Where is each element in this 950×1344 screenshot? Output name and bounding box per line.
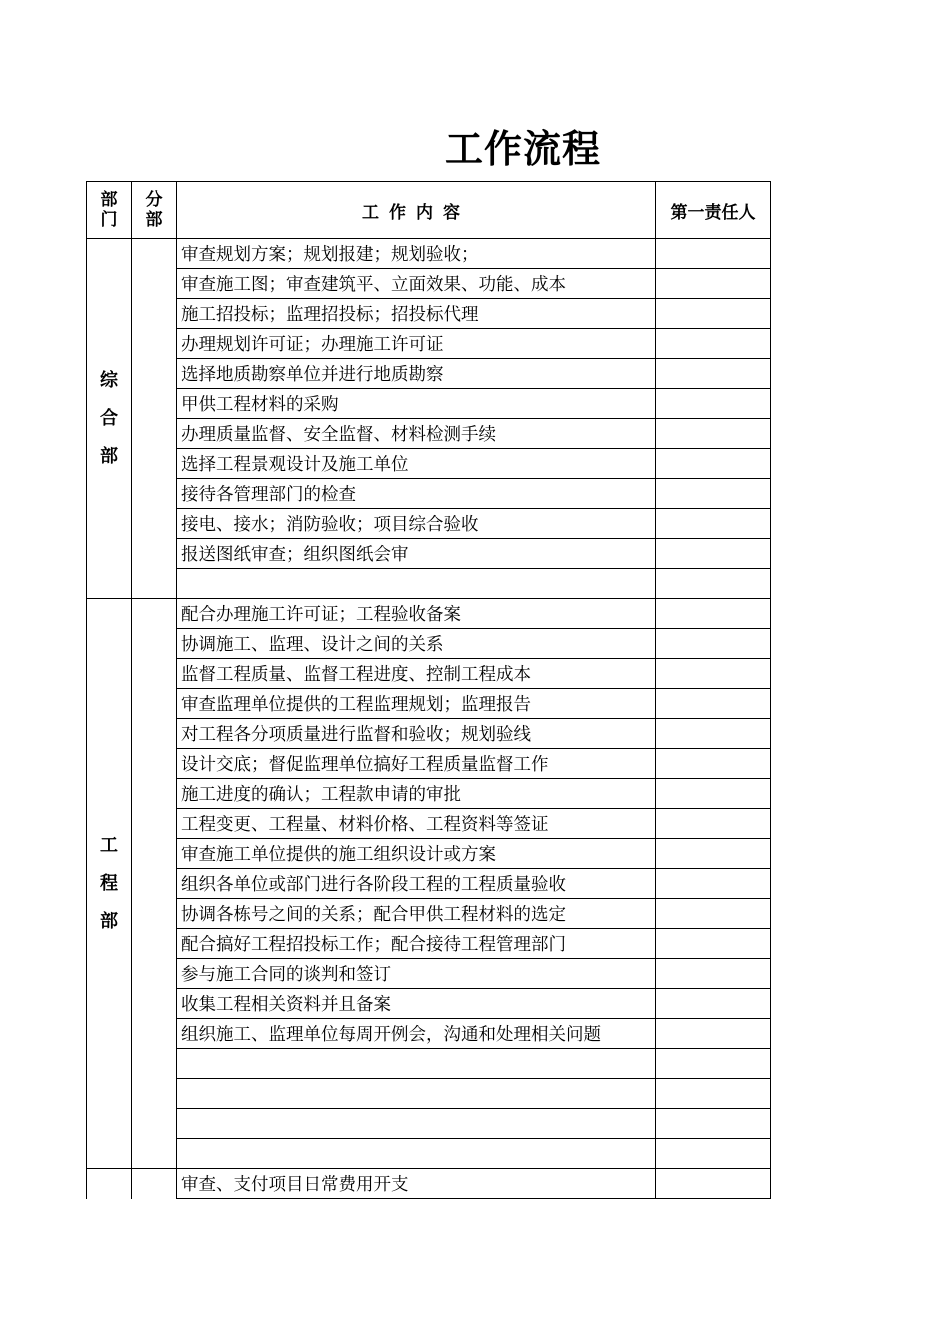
header-owner: 第一责任人 [656, 182, 771, 239]
task-cell: 办理质量监督、安全监督、材料检测手续 [177, 419, 656, 449]
owner-cell [656, 1169, 771, 1199]
owner-cell [656, 479, 771, 509]
table-row [87, 869, 771, 899]
owner-cell [656, 689, 771, 719]
table-body [87, 239, 771, 1199]
dept-char: 部 [100, 445, 118, 467]
task-cell: 收集工程相关资料并且备案 [177, 989, 656, 1019]
dept-char: 工 [100, 834, 118, 856]
header-content: 工作内容 [177, 182, 656, 239]
workflow-table-container [86, 181, 771, 1199]
owner-cell [656, 959, 771, 989]
owner-cell [656, 749, 771, 779]
dept-char: 合 [100, 407, 118, 429]
header-subdept [132, 182, 177, 239]
table-row [87, 1049, 771, 1079]
table-row [87, 329, 771, 359]
owner-cell [656, 389, 771, 419]
owner-cell [656, 629, 771, 659]
table-row [87, 1169, 771, 1199]
task-cell: 监督工程质量、监督工程进度、控制工程成本 [177, 659, 656, 689]
task-cell: 报送图纸审查；组织图纸会审 [177, 539, 656, 569]
owner-cell [656, 719, 771, 749]
table-row [87, 269, 771, 299]
subdept-cell [132, 1169, 177, 1199]
task-cell: 参与施工合同的谈判和签订 [177, 959, 656, 989]
task-cell: 审查、支付项目日常费用开支 [177, 1169, 656, 1199]
table-row [87, 239, 771, 269]
subdept-cell [132, 239, 177, 599]
table-row [87, 1019, 771, 1049]
table-row [87, 899, 771, 929]
table-row [87, 479, 771, 509]
table-row [87, 779, 771, 809]
table-row [87, 299, 771, 329]
owner-cell [656, 989, 771, 1019]
task-cell [177, 1109, 656, 1139]
task-cell: 选择地质勘察单位并进行地质勘察 [177, 359, 656, 389]
owner-cell [656, 779, 771, 809]
dept-char: 综 [100, 369, 118, 391]
dept-cell [87, 1169, 132, 1199]
owner-cell [656, 1139, 771, 1169]
table-row [87, 539, 771, 569]
table-row [87, 749, 771, 779]
owner-cell [656, 239, 771, 269]
owner-cell [656, 1079, 771, 1109]
header-dept-char: 门 [100, 210, 118, 230]
header-sub-char: 部 [145, 210, 163, 230]
table-row [87, 689, 771, 719]
task-cell: 审查施工单位提供的施工组织设计或方案 [177, 839, 656, 869]
task-cell [177, 569, 656, 599]
owner-cell [656, 1049, 771, 1079]
header-dept [87, 182, 132, 239]
owner-cell [656, 659, 771, 689]
task-cell: 甲供工程材料的采购 [177, 389, 656, 419]
task-cell: 工程变更、工程量、材料价格、工程资料等签证 [177, 809, 656, 839]
task-cell: 审查规划方案；规划报建；规划验收； [177, 239, 656, 269]
table-row [87, 1109, 771, 1139]
header-dept-char: 部 [100, 190, 118, 210]
task-cell: 协调各栋号之间的关系；配合甲供工程材料的选定 [177, 899, 656, 929]
owner-cell [656, 359, 771, 389]
table-row [87, 959, 771, 989]
owner-cell [656, 419, 771, 449]
owner-cell [656, 449, 771, 479]
table-row [87, 719, 771, 749]
owner-cell [656, 599, 771, 629]
table-row [87, 629, 771, 659]
task-cell: 办理规划许可证；办理施工许可证 [177, 329, 656, 359]
owner-cell [656, 869, 771, 899]
subdept-cell [132, 599, 177, 1169]
dept-cell [87, 599, 132, 1169]
owner-cell [656, 299, 771, 329]
table-row [87, 809, 771, 839]
owner-cell [656, 1109, 771, 1139]
table-row [87, 1079, 771, 1109]
page-title: 工作流程 [444, 127, 601, 171]
task-cell: 对工程各分项质量进行监督和验收；规划验线 [177, 719, 656, 749]
task-cell: 施工招投标；监理招投标；招投标代理 [177, 299, 656, 329]
owner-cell [656, 329, 771, 359]
owner-cell [656, 569, 771, 599]
dept-char: 部 [100, 910, 118, 932]
owner-cell [656, 929, 771, 959]
dept-char: 程 [100, 872, 118, 894]
task-cell: 接电、接水；消防验收；项目综合验收 [177, 509, 656, 539]
table-row [87, 419, 771, 449]
task-cell: 审查监理单位提供的工程监理规划；监理报告 [177, 689, 656, 719]
owner-cell [656, 539, 771, 569]
header-sub-char: 分 [145, 190, 163, 210]
dept-cell [87, 239, 132, 599]
owner-cell [656, 509, 771, 539]
task-cell: 设计交底；督促监理单位搞好工程质量监督工作 [177, 749, 656, 779]
owner-cell [656, 839, 771, 869]
task-cell: 协调施工、监理、设计之间的关系 [177, 629, 656, 659]
table-row [87, 989, 771, 1019]
task-cell: 接待各管理部门的检查 [177, 479, 656, 509]
table-row [87, 389, 771, 419]
table-row [87, 1139, 771, 1169]
task-cell: 施工进度的确认；工程款申请的审批 [177, 779, 656, 809]
table-row [87, 599, 771, 629]
table-row [87, 569, 771, 599]
task-cell: 选择工程景观设计及施工单位 [177, 449, 656, 479]
task-cell [177, 1049, 656, 1079]
workflow-table [86, 181, 771, 1199]
table-row [87, 509, 771, 539]
header-row [87, 182, 771, 239]
table-row [87, 449, 771, 479]
owner-cell [656, 899, 771, 929]
task-cell: 组织施工、监理单位每周开例会，沟通和处理相关问题 [177, 1019, 656, 1049]
task-cell [177, 1139, 656, 1169]
owner-cell [656, 269, 771, 299]
table-row [87, 359, 771, 389]
task-cell: 审查施工图；审查建筑平、立面效果、功能、成本 [177, 269, 656, 299]
table-row [87, 659, 771, 689]
task-cell: 配合搞好工程招投标工作；配合接待工程管理部门 [177, 929, 656, 959]
task-cell: 配合办理施工许可证；工程验收备案 [177, 599, 656, 629]
owner-cell [656, 1019, 771, 1049]
task-cell: 组织各单位或部门进行各阶段工程的工程质量验收 [177, 869, 656, 899]
table-row [87, 929, 771, 959]
table-row [87, 839, 771, 869]
task-cell [177, 1079, 656, 1109]
owner-cell [656, 809, 771, 839]
